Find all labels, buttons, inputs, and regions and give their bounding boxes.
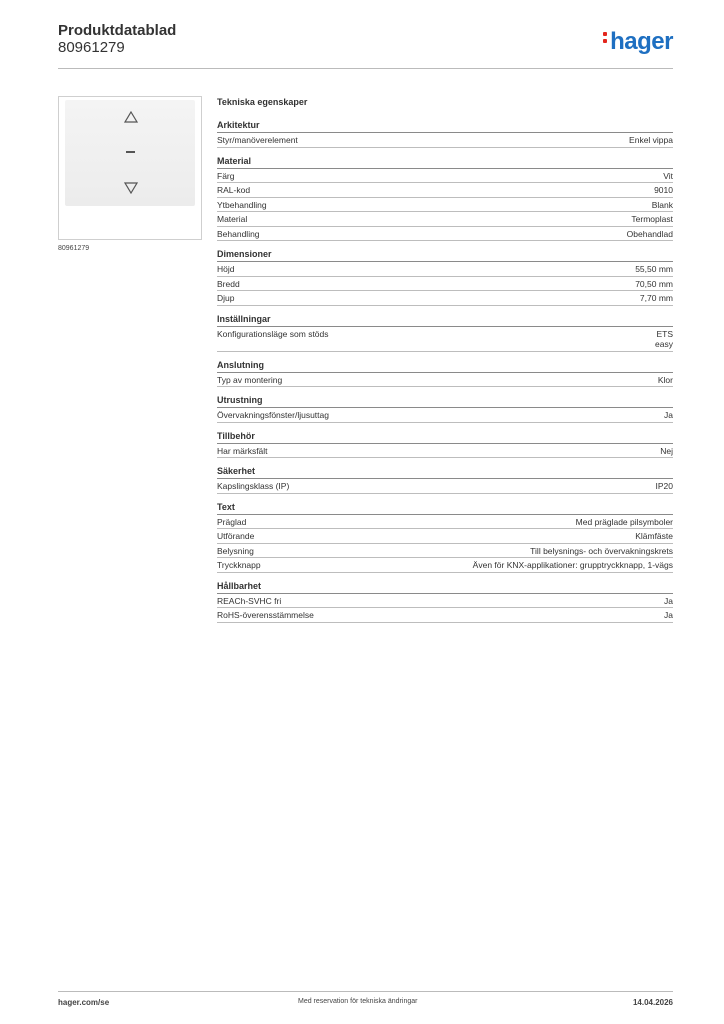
footer-website-link[interactable]: hager.com/se bbox=[58, 998, 110, 1007]
spec-label: Har märksfält bbox=[217, 445, 268, 456]
header-divider bbox=[58, 68, 673, 69]
spec-value: Till belysnings- och övervakningskrets bbox=[530, 545, 673, 556]
footer-disclaimer: Med reservation för tekniska ändringar bbox=[298, 998, 418, 1005]
spec-label: REACh-SVHC fri bbox=[217, 595, 282, 606]
page-header bbox=[58, 22, 673, 68]
spec-section bbox=[217, 501, 673, 573]
spec-label: Material bbox=[217, 214, 248, 224]
spec-label: Övervakningsfönster/ljusuttag bbox=[217, 410, 329, 420]
specs-title: Tekniska egenskaper bbox=[217, 97, 308, 107]
spec-label: Djup bbox=[217, 293, 235, 303]
image-caption: 80961279 bbox=[58, 245, 90, 252]
spec-label: Bredd bbox=[217, 278, 240, 289]
spec-label: Tryckknapp bbox=[217, 560, 261, 570]
spec-row bbox=[217, 291, 673, 306]
spec-value: Vit bbox=[663, 170, 673, 181]
spec-label: Höjd bbox=[217, 264, 235, 274]
spec-section bbox=[217, 430, 673, 459]
spec-value: Obehandlad bbox=[626, 228, 673, 239]
section-title: Dimensioner bbox=[217, 248, 673, 262]
section-title: Inställningar bbox=[217, 313, 673, 327]
spec-label: Behandling bbox=[217, 228, 260, 239]
spec-value: Termoplast bbox=[631, 214, 673, 224]
spec-section bbox=[217, 248, 673, 306]
footer-date: 14.04.2026 bbox=[632, 998, 673, 1007]
spec-section bbox=[217, 359, 673, 388]
spec-value: 70,50 mm bbox=[635, 278, 673, 289]
spec-row bbox=[217, 327, 673, 352]
hager-logo bbox=[603, 30, 673, 54]
switch-rocker-face bbox=[65, 100, 195, 206]
spec-row bbox=[217, 277, 673, 292]
spec-value: Ja bbox=[664, 610, 673, 620]
spec-value: 9010 bbox=[654, 185, 673, 195]
spec-label: RAL-kod bbox=[217, 185, 251, 195]
spec-value: Ja bbox=[664, 595, 673, 606]
spec-section bbox=[217, 580, 673, 623]
spec-row bbox=[217, 408, 673, 423]
spec-row bbox=[217, 479, 673, 494]
product-image bbox=[58, 96, 202, 240]
spec-section bbox=[217, 313, 673, 352]
spec-section bbox=[217, 155, 673, 242]
arrow-up-icon bbox=[124, 111, 138, 123]
footer-divider bbox=[58, 991, 673, 992]
spec-row bbox=[217, 133, 673, 148]
spec-value: Även för KNX-applikationer: grupptryckknapp, 1-vägs bbox=[472, 560, 673, 570]
spec-row bbox=[217, 262, 673, 277]
spec-value: IP20 bbox=[655, 481, 673, 491]
arrow-down-icon bbox=[124, 182, 138, 194]
spec-row bbox=[217, 608, 673, 623]
section-title: Utrustning bbox=[217, 394, 673, 408]
spec-value: Ja bbox=[664, 410, 673, 420]
spec-row bbox=[217, 444, 673, 459]
spec-label: Typ av montering bbox=[217, 374, 283, 385]
section-title: Material bbox=[217, 155, 673, 169]
spec-row bbox=[217, 212, 673, 227]
spec-section bbox=[217, 465, 673, 494]
spec-row bbox=[217, 529, 673, 544]
spec-row bbox=[217, 183, 673, 198]
logo-text: hager bbox=[610, 28, 673, 55]
spec-label: RoHS-överensstämmelse bbox=[217, 610, 314, 620]
spec-value: Med präglade pilsymboler bbox=[575, 516, 673, 527]
spec-section bbox=[217, 394, 673, 423]
spec-value: ETS easy bbox=[655, 328, 673, 349]
section-title: Anslutning bbox=[217, 359, 673, 373]
spec-label: Kapslingsklass (IP) bbox=[217, 481, 290, 491]
spec-label: Konfigurationsläge som stöds bbox=[217, 328, 329, 339]
spec-value: Enkel vippa bbox=[629, 135, 673, 145]
spec-row bbox=[217, 515, 673, 530]
spec-row bbox=[217, 373, 673, 388]
section-title: Tillbehör bbox=[217, 430, 673, 444]
spec-row bbox=[217, 558, 673, 573]
spec-row bbox=[217, 544, 673, 559]
section-title: Hållbarhet bbox=[217, 580, 673, 594]
spec-row bbox=[217, 169, 673, 184]
spec-value: Blank bbox=[651, 199, 673, 210]
spec-sections bbox=[217, 119, 673, 623]
logo-dots-icon bbox=[603, 32, 608, 46]
spec-label: Färg bbox=[217, 170, 235, 181]
dash-icon bbox=[126, 151, 135, 153]
spec-value: Klämfäste bbox=[635, 531, 673, 541]
spec-value: Nej bbox=[660, 445, 673, 456]
spec-value: Klor bbox=[657, 374, 673, 385]
spec-value: 7,70 mm bbox=[639, 293, 673, 303]
spec-label: Styr/manöverelement bbox=[217, 135, 298, 145]
spec-label: Präglad bbox=[217, 516, 247, 527]
document-number: 80961279 bbox=[58, 39, 125, 56]
spec-value: 55,50 mm bbox=[635, 264, 673, 274]
section-title: Text bbox=[217, 501, 673, 515]
spec-label: Belysning bbox=[217, 545, 254, 556]
spec-label: Utförande bbox=[217, 531, 255, 541]
technical-specs bbox=[217, 96, 673, 630]
spec-label: Ytbehandling bbox=[217, 199, 267, 210]
spec-row bbox=[217, 594, 673, 609]
spec-row bbox=[217, 198, 673, 213]
spec-section bbox=[217, 119, 673, 148]
document-title: Produktdatablad bbox=[58, 22, 177, 39]
section-title: Arkitektur bbox=[217, 119, 673, 133]
spec-row bbox=[217, 227, 673, 242]
section-title: Säkerhet bbox=[217, 465, 673, 479]
